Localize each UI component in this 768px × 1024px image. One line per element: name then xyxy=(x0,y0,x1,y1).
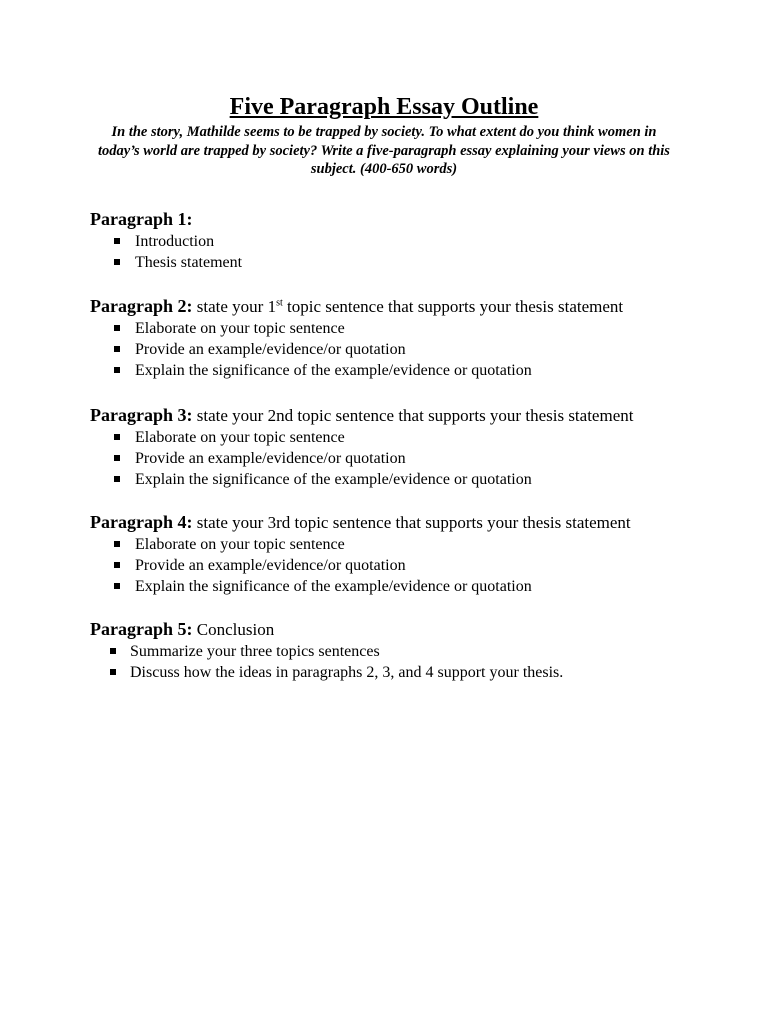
paragraph-5-bullets xyxy=(90,641,730,683)
bullet-icon xyxy=(114,367,120,373)
paragraph-2-heading xyxy=(90,295,730,318)
paragraph-3-heading xyxy=(90,404,730,427)
list-item: Explain the significance of the example/evidence or quotation xyxy=(90,360,730,381)
paragraph-4-label: Paragraph 4: xyxy=(90,512,193,532)
paragraph-1-bullets xyxy=(90,231,730,273)
list-item: Elaborate on your topic sentence xyxy=(90,318,730,339)
paragraph-4-heading xyxy=(90,511,730,534)
bullet-icon xyxy=(114,455,120,461)
paragraph-3-bullets xyxy=(90,427,730,490)
list-item: Introduction xyxy=(90,231,730,252)
paragraph-5-heading xyxy=(90,618,730,641)
bullet-icon xyxy=(114,434,120,440)
list-item: Provide an example/evidence/or quotation xyxy=(90,339,730,360)
paragraph-3-text: state your 2nd topic sentence that supports your thesis statement xyxy=(196,406,634,425)
paragraph-3-label: Paragraph 3: xyxy=(90,405,193,425)
paragraph-4-text: state your 3rd topic sentence that supports your thesis statement xyxy=(196,513,631,532)
list-item: Provide an example/evidence/or quotation xyxy=(90,448,730,469)
paragraph-2-text: state your 1st topic sentence that supports your thesis statement xyxy=(196,297,624,316)
paragraph-5-text: Conclusion xyxy=(196,620,275,639)
list-item: Provide an example/evidence/or quotation xyxy=(90,555,730,576)
paragraph-1-heading xyxy=(90,208,730,231)
paragraph-4-bullets xyxy=(90,534,730,597)
paragraph-1-section xyxy=(90,208,730,273)
paragraph-2-section xyxy=(90,295,730,381)
list-item: Thesis statement xyxy=(90,252,730,273)
bullet-icon xyxy=(114,476,120,482)
bullet-icon xyxy=(110,648,116,654)
list-item: Elaborate on your topic sentence xyxy=(90,534,730,555)
list-item: Explain the significance of the example/evidence or quotation xyxy=(90,576,730,597)
list-item: Discuss how the ideas in paragraphs 2, 3, and 4 support your thesis. xyxy=(90,662,730,683)
bullet-icon xyxy=(114,583,120,589)
bullet-icon xyxy=(114,325,120,331)
bullet-icon xyxy=(110,669,116,675)
paragraph-5-label: Paragraph 5: xyxy=(90,619,193,639)
bullet-icon xyxy=(114,259,120,265)
bullet-icon xyxy=(114,238,120,244)
list-item: Summarize your three topics sentences xyxy=(90,641,730,662)
essay-prompt: In the story, Mathilde seems to be trapped by society. To what extent do you think women in today’s world are trapped by society? Write a five-paragraph essay explaining your views on this subject. (400-650 words) xyxy=(98,124,670,177)
paragraph-2-bullets xyxy=(90,318,730,381)
paragraph-5-section xyxy=(90,618,730,683)
paragraph-2-label: Paragraph 2: xyxy=(90,296,193,316)
bullet-icon xyxy=(114,346,120,352)
paragraph-3-section xyxy=(90,404,730,490)
paragraph-4-section xyxy=(90,511,730,597)
list-item: Explain the significance of the example/evidence or quotation xyxy=(90,469,730,490)
bullet-icon xyxy=(114,541,120,547)
paragraph-1-label: Paragraph 1: xyxy=(90,209,193,229)
bullet-icon xyxy=(114,562,120,568)
page-title: Five Paragraph Essay Outline xyxy=(229,94,539,120)
list-item: Elaborate on your topic sentence xyxy=(90,427,730,448)
